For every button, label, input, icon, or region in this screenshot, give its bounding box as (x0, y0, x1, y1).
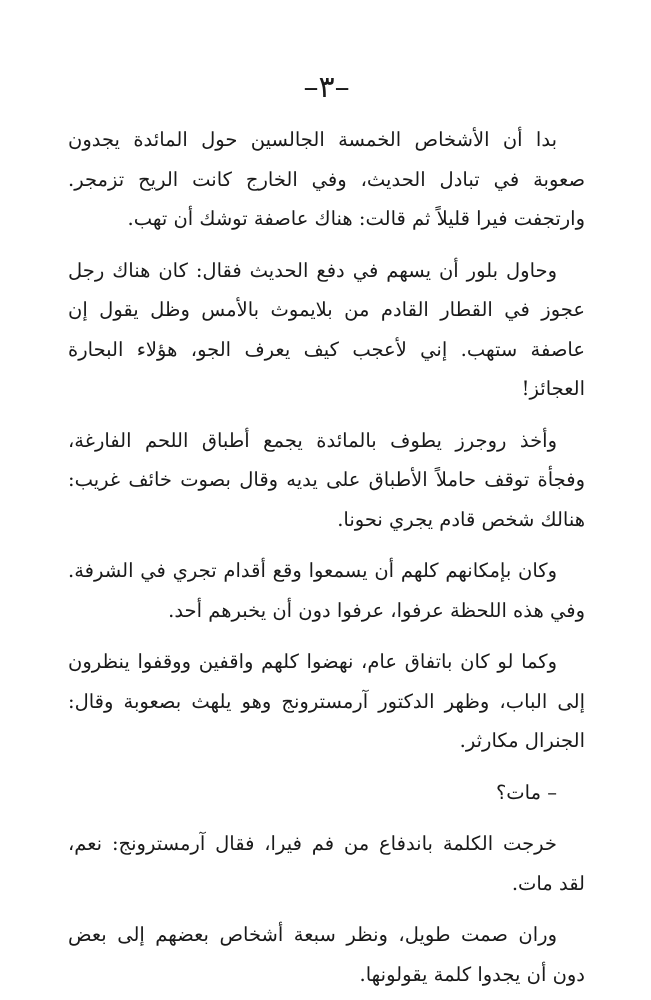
paragraph-2: وحاول بلور أن يسهم في دفع الحديث فقال: كان هناك رجل عجوز في القطار القادم من بلايموث بالأمس وظل يقول إن عاصفة ستهب. إني لأعجب كيف يعرف الجو، هؤلاء البحارة العجائز! (68, 258, 586, 400)
paragraph-5: وكما لو كان باتفاق عام، نهضوا كلهم واقفين ووقفوا ينظرون إلى الباب، وظهر الدكتور آرمسترونج وهو يلهث بصعوبة وقال: الجنرال مكارثر. (68, 650, 585, 752)
paragraph-6-dialog: – مات؟ (495, 780, 557, 804)
page-number: –٣– (303, 70, 350, 105)
paragraph-7: خرجت الكلمة باندفاع من فم فيرا، فقال آرمسترونج: نعم، لقد مات. (68, 832, 585, 895)
paragraph-4: وكان بإمكانهم كلهم أن يسمعوا وقع أقدام تجري في الشرفة. وفي هذه اللحظة عرفوا، عرفوا دون أن يخبرهم أحد. (68, 559, 585, 622)
paragraph-3: وأخذ روجرز يطوف بالمائدة يجمع أطباق اللحم الفارغة، وفجأة توقف حاملاً الأطباق على يديه وقال بصوت خائف غريب: هنالك شخص قادم يجري نحونا. (68, 428, 585, 531)
paragraph-8: وران صمت طويل، ونظر سبعة أشخاص بعضهم إلى بعض دون أن يجدوا كلمة يقولونها. (68, 923, 585, 986)
paragraph-1: بدا أن الأشخاص الخمسة الجالسين حول المائدة يجدون صعوبة في تبادل الحديث، وفي الخارج كانت الريح تزمجر. وارتجفت فيرا قليلاً ثم قالت: هناك عاصفة توشك أن تهب. (68, 128, 585, 230)
